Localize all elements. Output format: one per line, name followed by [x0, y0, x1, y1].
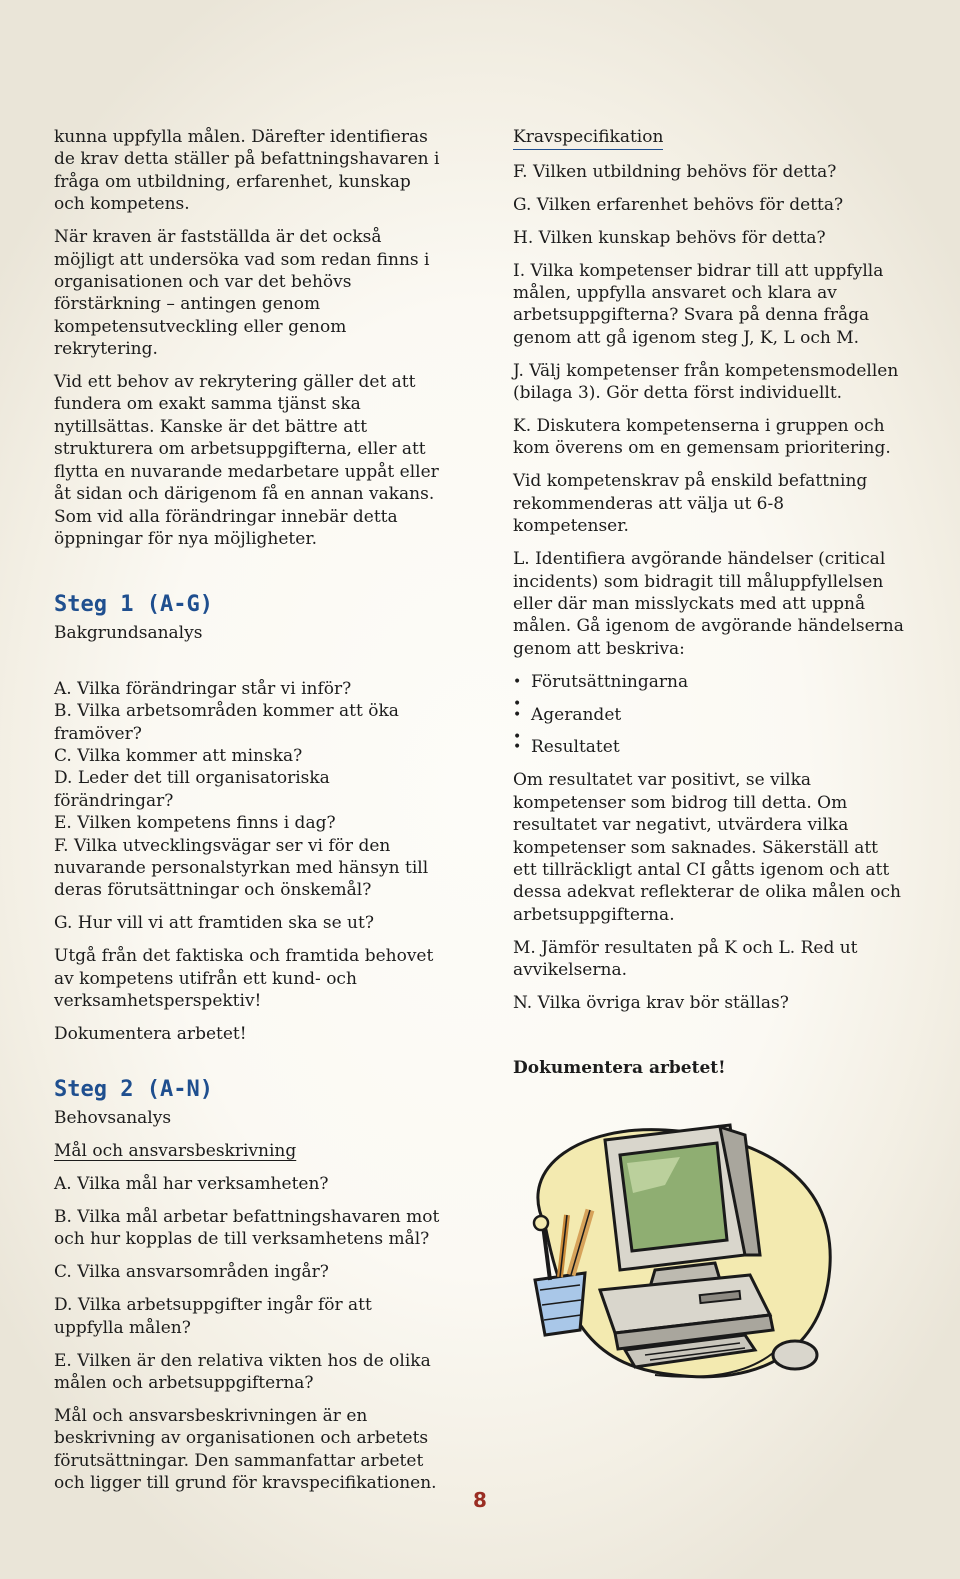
steg1-question: F. Vilka utvecklingsvägar ser vi för den nuvarande personalstyrkan med hänsyn till deras förutsättningar och önskemål?	[54, 835, 429, 901]
steg1-subtitle: Bakgrundsanalys	[54, 623, 203, 644]
krav-question: F. Vilken utbildning behövs för detta?	[513, 161, 837, 182]
steg2-question: A. Vilka mål har verksamheten?	[54, 1174, 329, 1195]
krav-question: N. Vilka övriga krav bör ställas?	[513, 993, 789, 1013]
section-heading-krav: Kravspecifikation	[513, 126, 663, 150]
steg2-subtitle: Behovsanalys	[54, 1108, 172, 1129]
steg1-question: D. Leder det till organisatoriska förändringar?	[54, 768, 330, 811]
krav-question: J. Välj kompetenser från kompetensmodellen (bilaga 3). Gör detta först individuellt.	[513, 360, 899, 404]
steg1-question: A. Vilka förändringar står vi inför?	[54, 678, 352, 699]
intro-paragraph: kunna uppfylla målen. Därefter identifieras de krav detta ställer på befattningshavaren i fråga om utbildning, erfarenhet, kunskap och kompetens.	[54, 127, 440, 215]
steg2-summary: Mål och ansvarsbeskrivningen är en beskrivning av organisationen och arbetets förutsättningar. Den sammanfattar arbetet och ligger till grund för kravspecifikationen.	[54, 1405, 437, 1494]
bullet-item: • Resultatet	[513, 736, 905, 758]
bullet-item: • Agerandet	[513, 704, 905, 726]
intro-paragraph: Vid ett behov av rekrytering gäller det att fundera om exakt samma tjänst ska nytillsättas. Kanske är det bättre att strukturera om arbetsuppgifterna, eller att flytta en nuvarande medarbetare uppåt eller åt sidan och därigenom få en annan vakans. Som vid alla förändringar innebär detta öppningar för nya möjligheter.	[54, 372, 439, 549]
right-column	[513, 126, 905, 1080]
krav-question: G. Vilken erfarenhet behövs för detta?	[513, 194, 844, 215]
krav-paragraph: Om resultatet var positivt, se vilka kompetenser som bidrog till detta. Om resultatet var negativt, utvärdera vilka kompetenser som saknades. Säkerställ att ett tillräckligt antal CI gåtts igenom och att dessa adekvat reflekterar de olika målen och arbetsuppgifterna.	[513, 770, 901, 925]
krav-question: H. Vilken kunskap behövs för detta?	[513, 227, 826, 248]
steg2-question: D. Vilka arbetsuppgifter ingår för att uppfylla målen?	[54, 1295, 372, 1338]
computer-clipart-illustration	[505, 1105, 845, 1405]
page-number: 8	[473, 1488, 487, 1512]
section-heading-mal: Mål och ansvarsbeskrivning	[54, 1141, 297, 1162]
steg1-document: Dokumentera arbetet!	[54, 1023, 247, 1044]
bullet-item: • Förutsättningarna	[513, 671, 905, 693]
left-column	[54, 126, 446, 1495]
bullet-list	[513, 671, 905, 759]
krav-question: M. Jämför resultaten på K och L. Red ut avvikelserna.	[513, 937, 858, 981]
krav-question: K. Diskutera kompetenserna i gruppen och kom överens om en gemensam prioritering.	[513, 416, 891, 459]
steg1-question: E. Vilken kompetens finns i dag?	[54, 813, 336, 834]
steg1-question: G. Hur vill vi att framtiden ska se ut?	[54, 913, 374, 934]
krav-question: I. Vilka kompetenser bidrar till att uppfylla målen, uppfylla ansvaret och klara av arbetsuppgifterna? Svara på denna fråga genom att gå igenom steg J, K, L och M.	[513, 260, 884, 348]
right-document: Dokumentera arbetet!	[513, 1058, 726, 1079]
steg2-question: E. Vilken är den relativa vikten hos de olika målen och arbetsuppgifterna?	[54, 1350, 431, 1393]
steg1-question: B. Vilka arbetsområden kommer att öka framöver?	[54, 701, 399, 744]
steg1-question: C. Vilka kommer att minska?	[54, 745, 303, 766]
krav-question: L. Identifiera avgörande händelser (critical incidents) som bidragit till måluppfyllelsen eller där man misslyckats med att uppnå målen. Gå igenom de avgörande händelserna genom att beskriva:	[513, 549, 904, 659]
krav-note: Vid kompetenskrav på enskild befattning rekommenderas att välja ut 6-8 kompetenser.	[513, 471, 868, 537]
intro-paragraph: När kraven är fastställda är det också möjligt att undersöka vad som redan finns i organisationen och var det behövs förstärkning – antingen genom kompetensutveckling eller genom rekrytering.	[54, 227, 430, 360]
steg2-heading: Steg 2 (A-N)	[54, 1077, 213, 1103]
steg1-heading: Steg 1 (A-G)	[54, 592, 213, 618]
steg2-question: B. Vilka mål arbetar befattningshavaren mot och hur kopplas de till verksamhetens mål?	[54, 1207, 440, 1250]
steg2-question: C. Vilka ansvarsområden ingår?	[54, 1262, 329, 1283]
steg1-note: Utgå från det faktiska och framtida behovet av kompetens utifrån ett kund- och verksamhetsperspektiv!	[54, 946, 434, 1011]
